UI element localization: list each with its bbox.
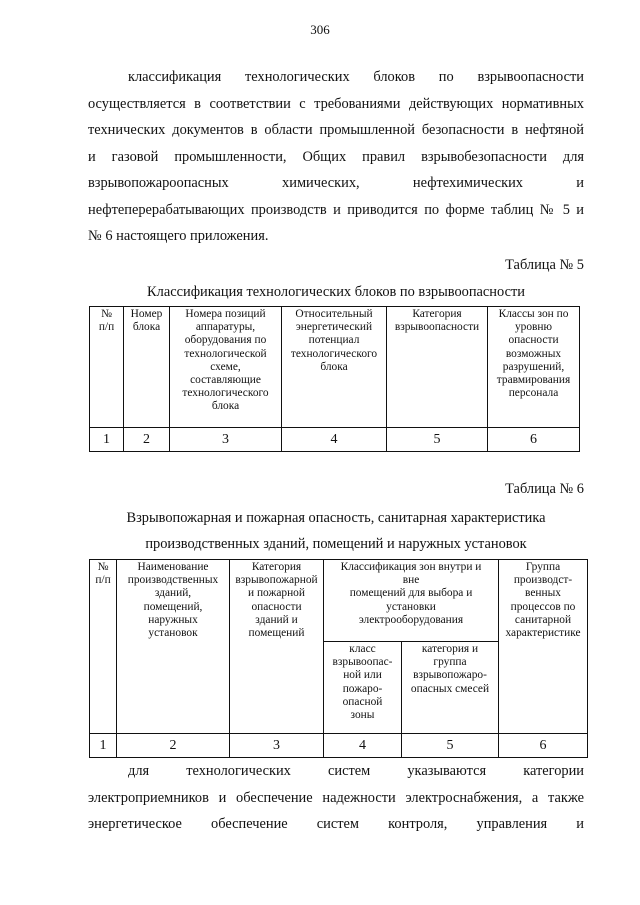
table5-label: Таблица № 5 — [505, 257, 584, 273]
table5-header-cell: Номера позиций аппаратуры, оборудования по технологической схеме, составляющие технологического блока — [170, 307, 282, 428]
table6-number-cell: 5 — [402, 734, 499, 758]
table6-header-cell: Классификация зон внутри и вне помещений для выбора и установки электрооборудования — [324, 560, 499, 642]
table6-number-cell: 6 — [499, 734, 588, 758]
paragraph-line: классификация технологических блоков по взрывоопасности — [128, 69, 584, 85]
paragraph-line: технических документов в области промышленной безопасности в нефтяной — [88, 122, 584, 138]
paragraph-line: электроприемников и обеспечение надежности электроснабжения, а также — [88, 789, 584, 806]
table5-number-cell: 6 — [488, 428, 580, 452]
paragraph-line: взрывопожароопасных химических, нефтехимических и — [88, 175, 584, 191]
table6-subheader-cell: категория и группа взрывопожаро- опасных смесей — [402, 642, 499, 734]
table5-number-row — [90, 428, 580, 452]
table5-header-cell: Классы зон по уровню опасности возможных разрушений, травмирования персонала — [488, 307, 580, 428]
table5-header-cell: Номер блока — [124, 307, 170, 428]
table6-subheader-cell: класс взрывоопас- ной или пожаро- опасной зоны — [324, 642, 402, 734]
table6-header-cell: Категория взрывопожарной и пожарной опасности зданий и помещений — [230, 560, 324, 734]
table6-header-cell: Наименование производственных зданий, помещений, наружных установок — [117, 560, 230, 734]
table6-header-row — [90, 560, 588, 642]
table6-number-cell: 2 — [117, 734, 230, 758]
table5-number-cell: 3 — [170, 428, 282, 452]
paragraph-line: и газовой промышленности, Общих правил взрывобезопасности для — [88, 148, 584, 165]
intro-paragraph — [88, 64, 584, 250]
table5-header-cell: Категория взрывоопасности — [387, 307, 488, 428]
table6-number-row — [90, 734, 588, 758]
table5-number-cell: 2 — [124, 428, 170, 452]
table5-number-cell: 1 — [90, 428, 124, 452]
table6-title — [88, 505, 584, 557]
table6-number-cell: 1 — [90, 734, 117, 758]
table6-number-cell: 4 — [324, 734, 402, 758]
table6-label: Таблица № 6 — [505, 481, 584, 497]
paragraph-line: осуществляется в соответствии с требованиями действующих нормативных — [88, 95, 584, 112]
paragraph-line: нефтеперерабатывающих производств и приводится по форме таблиц № 5 и — [88, 201, 584, 218]
closing-paragraph — [88, 758, 584, 838]
table5-number-cell: 4 — [282, 428, 387, 452]
table6-number-cell: 3 — [230, 734, 324, 758]
table6-header-cell: Группа производст- венных процессов по санитарной характеристике — [499, 560, 588, 734]
table5-number-cell: 5 — [387, 428, 488, 452]
table5-header-cell: № п/п — [90, 307, 124, 428]
table5-title: Классификация технологических блоков по взрывоопасности — [147, 284, 525, 300]
table6-title-line: производственных зданий, помещений и наружных установок — [145, 536, 527, 552]
page-number: 306 — [310, 22, 330, 37]
table6-header-cell: № п/п — [90, 560, 117, 734]
table5 — [89, 306, 580, 452]
table5-header-cell: Относительный энергетический потенциал технологического блока — [282, 307, 387, 428]
paragraph-line: энергетическое обеспечение систем контроля, управления и — [88, 816, 584, 832]
table5-header-row — [90, 307, 580, 428]
table6-title-line: Взрывопожарная и пожарная опасность, санитарная характеристика — [126, 510, 546, 526]
table6 — [89, 559, 588, 758]
paragraph-line: для технологических систем указываются категории — [128, 763, 584, 779]
paragraph-line: № 6 настоящего приложения. — [88, 228, 269, 244]
